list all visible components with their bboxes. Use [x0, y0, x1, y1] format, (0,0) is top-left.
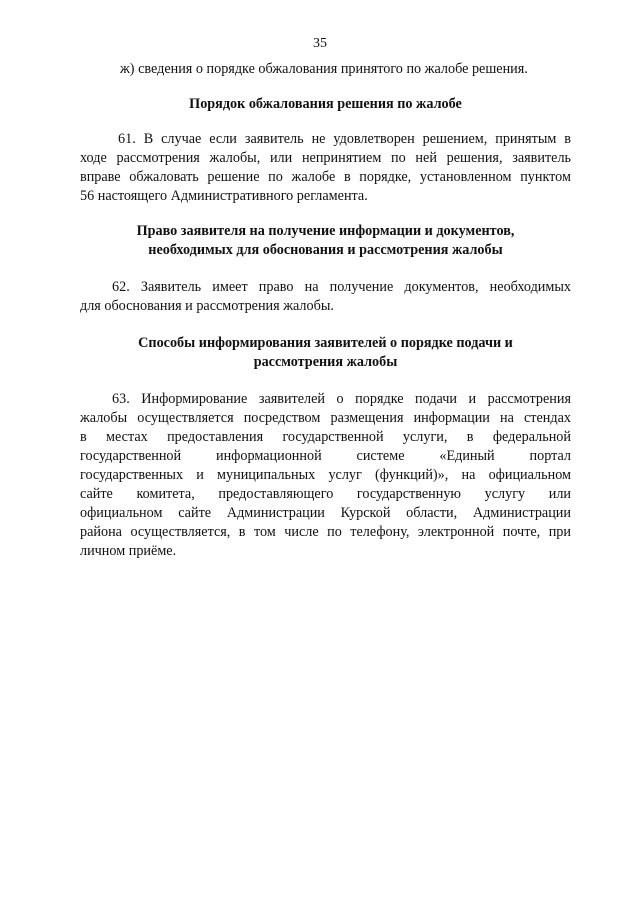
paragraph-62 [80, 278, 571, 316]
paragraph-line: для обоснования и рассмотрения жалобы. [80, 298, 334, 314]
paragraph-line: официальном сайте Администрации Курской области, Администрации [80, 505, 571, 521]
paragraph-61 [80, 130, 571, 206]
heading-appeal-procedure: Порядок обжалования решения по жалобе [189, 96, 462, 112]
paragraph-line: жалобы осуществляется посредством размещения информации на стендах [80, 410, 571, 426]
paragraph-line: в местах предоставления государственной услуги, в федеральной [80, 429, 571, 445]
paragraph-line: вправе обжаловать решение по жалобе в порядке, установленном пунктом [80, 169, 571, 185]
paragraph-line: района осуществляется, в том числе по телефону, электронной почте, при [80, 524, 571, 540]
paragraph-line: государственных и муниципальных услуг (функций)», на официальном [80, 467, 571, 483]
paragraph-line: 61. В случае если заявитель не удовлетворен решением, принятым в [118, 131, 571, 147]
paragraph-line: государственной информационной системе «Единый портал [80, 448, 571, 464]
heading-right-to-information [80, 222, 571, 260]
item-zh: ж) сведения о порядке обжалования принятого по жалобе решения. [120, 61, 528, 77]
paragraph-63 [80, 390, 571, 561]
paragraph-line: 63. Информирование заявителей о порядке подачи и рассмотрения [112, 391, 571, 407]
heading-line: необходимых для обоснования и рассмотрения жалобы [148, 242, 503, 258]
heading-line: рассмотрения жалобы [253, 354, 398, 370]
heading-line: Способы информирования заявителей о порядке подачи и [138, 335, 513, 351]
document-body [80, 60, 571, 561]
heading-line: Право заявителя на получение информации и документов, [136, 223, 515, 239]
paragraph-line: 62. Заявитель имеет право на получение документов, необходимых [112, 279, 571, 295]
heading-informing-methods [80, 334, 571, 372]
paragraph-line: личном приёме. [80, 543, 177, 559]
paragraph-line: сайте комитета, предоставляющего государственную услугу или [80, 486, 571, 502]
page-number: 35 [313, 36, 327, 51]
paragraph-line: ходе рассмотрения жалобы, или непринятием по ней решения, заявитель [80, 150, 571, 166]
paragraph-line: 56 настоящего Административного регламента. [80, 188, 368, 204]
